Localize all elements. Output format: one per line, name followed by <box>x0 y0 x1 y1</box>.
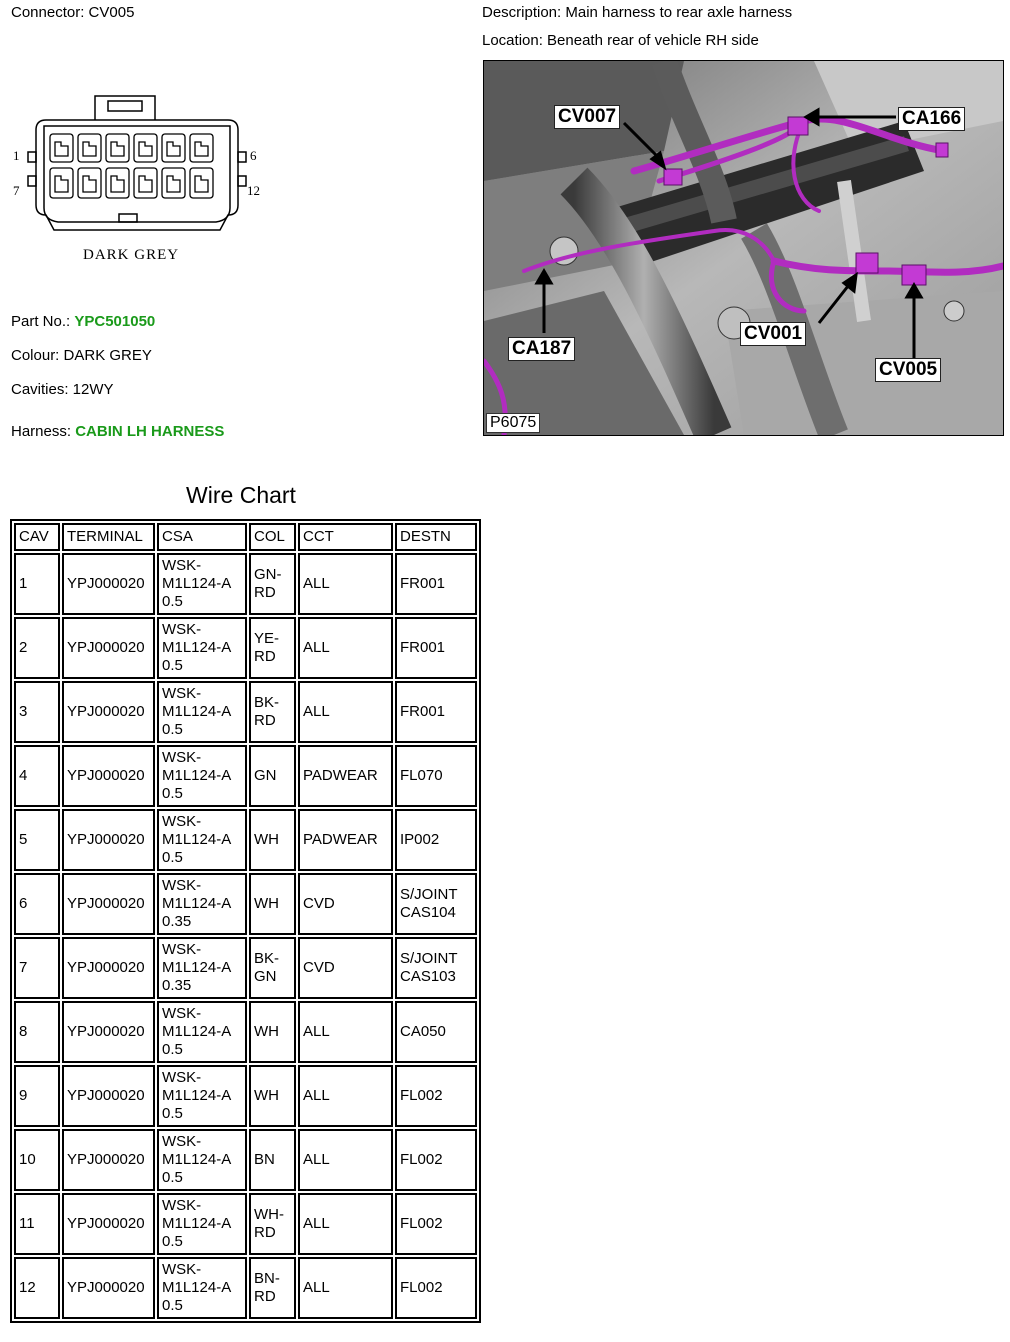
cell-csa-line: M1L124-A <box>162 831 232 848</box>
cell-csa-line: WSK- <box>162 621 202 638</box>
cell-csa-line: M1L124-A <box>162 639 232 656</box>
pin-label-7: 7 <box>13 183 20 198</box>
cell-cav: 6 <box>14 873 60 935</box>
cell-csa-line: WSK- <box>162 1133 202 1150</box>
cell-destn-line: CA050 <box>400 1023 446 1040</box>
cell-cct: PADWEAR <box>298 745 393 807</box>
cell-terminal: YPJ000020 <box>62 1193 155 1255</box>
cell-terminal: YPJ000020 <box>62 745 155 807</box>
cell-destn <box>395 553 477 615</box>
cell-destn <box>395 1257 477 1319</box>
cell-col <box>249 809 296 871</box>
cell-terminal: YPJ000020 <box>62 1257 155 1319</box>
table-row <box>14 1193 477 1255</box>
wire-chart-body <box>14 553 477 1319</box>
cell-csa-line: WSK- <box>162 685 202 702</box>
cell-destn-line: FL002 <box>400 1279 443 1296</box>
cell-csa-line: M1L124-A <box>162 767 232 784</box>
harness <box>11 423 224 440</box>
cell-csa <box>157 1193 247 1255</box>
cell-csa <box>157 1001 247 1063</box>
cell-col-line: RD <box>254 1288 276 1305</box>
cell-cct: ALL <box>298 1257 393 1319</box>
cell-csa-line: M1L124-A <box>162 575 232 592</box>
connector-caption: DARK GREY <box>83 247 180 263</box>
table-row <box>14 809 477 871</box>
cell-destn <box>395 617 477 679</box>
cell-cav: 1 <box>14 553 60 615</box>
cell-csa-line: M1L124-A <box>162 1279 232 1296</box>
header-cct: CCT <box>298 523 393 551</box>
table-row <box>14 1129 477 1191</box>
cell-col-line: BK- <box>254 950 280 967</box>
cell-csa <box>157 873 247 935</box>
cell-csa-line: WSK- <box>162 941 202 958</box>
cell-csa-line: 0.5 <box>162 849 183 866</box>
cell-col-line: BN- <box>254 1270 280 1287</box>
cell-csa <box>157 1257 247 1319</box>
table-row <box>14 1001 477 1063</box>
cell-cav: 3 <box>14 681 60 743</box>
cell-destn-line: S/JOINT <box>400 950 458 967</box>
table-row <box>14 745 477 807</box>
cell-destn-line: FR001 <box>400 639 446 656</box>
cell-col-line: WH- <box>254 1206 284 1223</box>
callout-cv001: CV001 <box>740 322 806 346</box>
cell-terminal: YPJ000020 <box>62 1129 155 1191</box>
cell-destn-line: S/JOINT <box>400 886 458 903</box>
table-row <box>14 873 477 935</box>
table-row <box>14 617 477 679</box>
cell-csa <box>157 681 247 743</box>
cell-col-line: BK- <box>254 694 280 711</box>
table-row <box>14 681 477 743</box>
cell-csa-line: 0.5 <box>162 1041 183 1058</box>
cell-destn <box>395 1001 477 1063</box>
cell-col-line: GN- <box>254 566 282 583</box>
cell-csa-line: WSK- <box>162 813 202 830</box>
cell-cav: 2 <box>14 617 60 679</box>
cell-destn-line: CAS104 <box>400 904 456 921</box>
cell-destn <box>395 937 477 999</box>
cell-col <box>249 873 296 935</box>
cell-cct: ALL <box>298 681 393 743</box>
table-row <box>14 937 477 999</box>
cell-destn <box>395 745 477 807</box>
cell-col <box>249 1065 296 1127</box>
cell-terminal: YPJ000020 <box>62 937 155 999</box>
table-row <box>14 553 477 615</box>
header-cav: CAV <box>14 523 60 551</box>
cell-destn <box>395 1129 477 1191</box>
cell-destn <box>395 681 477 743</box>
cell-destn <box>395 1065 477 1127</box>
cell-csa-line: 0.5 <box>162 1169 183 1186</box>
cell-csa-line: 0.35 <box>162 977 192 994</box>
callout-cv007: CV007 <box>554 105 620 129</box>
cell-col-line: RD <box>254 648 276 665</box>
cell-cav: 9 <box>14 1065 60 1127</box>
cell-col-line: RD <box>254 712 276 729</box>
cell-col-line: WH <box>254 831 279 848</box>
cell-col <box>249 937 296 999</box>
cell-col <box>249 681 296 743</box>
cell-terminal: YPJ000020 <box>62 809 155 871</box>
cell-csa-line: M1L124-A <box>162 703 232 720</box>
cell-col <box>249 553 296 615</box>
cell-col-line: WH <box>254 1023 279 1040</box>
cell-cct: CVD <box>298 873 393 935</box>
cell-csa-line: WSK- <box>162 1069 202 1086</box>
photo-reference: P6075 <box>486 413 540 433</box>
location: Location: Beneath rear of vehicle RH side <box>482 32 759 49</box>
cell-col <box>249 745 296 807</box>
connector-diagram <box>10 90 270 270</box>
part-number-value[interactable]: YPC501050 <box>74 313 156 330</box>
cell-csa-line: WSK- <box>162 749 202 766</box>
callout-cv005: CV005 <box>875 358 941 382</box>
cell-destn-line: FL002 <box>400 1087 443 1104</box>
cell-csa-line: 0.5 <box>162 1105 183 1122</box>
cell-csa <box>157 745 247 807</box>
part-number <box>11 313 155 330</box>
cell-csa-line: M1L124-A <box>162 1023 232 1040</box>
header-destn: DESTN <box>395 523 477 551</box>
cell-destn <box>395 873 477 935</box>
cell-cct: ALL <box>298 1065 393 1127</box>
cell-csa-line: M1L124-A <box>162 1087 232 1104</box>
cell-col <box>249 1193 296 1255</box>
cell-csa-line: M1L124-A <box>162 1151 232 1168</box>
cell-csa-line: 0.35 <box>162 913 192 930</box>
header-csa: CSA <box>157 523 247 551</box>
cell-csa <box>157 1065 247 1127</box>
cell-cav: 10 <box>14 1129 60 1191</box>
pin-label-6: 6 <box>250 148 257 163</box>
cell-csa-line: WSK- <box>162 877 202 894</box>
cell-col-line: RD <box>254 584 276 601</box>
connector-face-icon <box>10 90 270 250</box>
cell-cav: 11 <box>14 1193 60 1255</box>
colour: Colour: DARK GREY <box>11 347 152 364</box>
cell-terminal: YPJ000020 <box>62 681 155 743</box>
cell-col-line: RD <box>254 1224 276 1241</box>
cell-cav: 5 <box>14 809 60 871</box>
table-row <box>14 1257 477 1319</box>
cell-csa-line: WSK- <box>162 557 202 574</box>
cell-csa <box>157 937 247 999</box>
cell-cct: CVD <box>298 937 393 999</box>
cell-csa-line: M1L124-A <box>162 959 232 976</box>
cell-cav: 8 <box>14 1001 60 1063</box>
cell-cav: 12 <box>14 1257 60 1319</box>
cavities: Cavities: 12WY <box>11 381 114 398</box>
cell-csa-line: 0.5 <box>162 657 183 674</box>
part-number-label: Part No.: <box>11 313 75 330</box>
cell-destn <box>395 809 477 871</box>
cell-col <box>249 1001 296 1063</box>
cell-terminal: YPJ000020 <box>62 617 155 679</box>
location-photo <box>483 60 1004 436</box>
cell-csa-line: WSK- <box>162 1197 202 1214</box>
cell-csa-line: WSK- <box>162 1261 202 1278</box>
cell-col <box>249 1129 296 1191</box>
cell-csa-line: M1L124-A <box>162 1215 232 1232</box>
cell-csa <box>157 809 247 871</box>
cell-cct: PADWEAR <box>298 809 393 871</box>
cell-terminal: YPJ000020 <box>62 1065 155 1127</box>
table-header-row <box>14 523 477 551</box>
callout-ca187: CA187 <box>508 337 575 361</box>
cell-terminal: YPJ000020 <box>62 873 155 935</box>
cell-destn-line: FL002 <box>400 1215 443 1232</box>
cell-csa-line: 0.5 <box>162 721 183 738</box>
cell-col-line: YE- <box>254 630 280 647</box>
cell-col <box>249 617 296 679</box>
cell-destn-line: IP002 <box>400 831 440 848</box>
cell-col-line: BN <box>254 1151 275 1168</box>
cell-terminal: YPJ000020 <box>62 553 155 615</box>
cell-col <box>249 1257 296 1319</box>
harness-label: Harness: <box>11 423 76 440</box>
wire-chart-title: Wire Chart <box>186 482 296 508</box>
cell-destn-line: FR001 <box>400 575 446 592</box>
header-col: COL <box>249 523 296 551</box>
callout-ca166: CA166 <box>898 107 965 131</box>
cell-cct: ALL <box>298 1001 393 1063</box>
cell-csa <box>157 617 247 679</box>
cell-csa-line: WSK- <box>162 1005 202 1022</box>
wire-chart-table <box>10 519 481 1323</box>
cell-cct: ALL <box>298 1129 393 1191</box>
cell-cav: 4 <box>14 745 60 807</box>
cell-destn <box>395 1193 477 1255</box>
cell-destn-line: FL070 <box>400 767 443 784</box>
pin-label-12: 12 <box>247 183 260 198</box>
connector-id: Connector: CV005 <box>11 4 135 21</box>
cell-destn-line: FR001 <box>400 703 446 720</box>
cell-destn-line: FL002 <box>400 1151 443 1168</box>
cell-col-line: WH <box>254 1087 279 1104</box>
cell-col-line: GN <box>254 968 277 985</box>
pin-label-1: 1 <box>13 148 20 163</box>
cell-cct: ALL <box>298 617 393 679</box>
cell-col-line: GN <box>254 767 277 784</box>
cell-csa-line: 0.5 <box>162 1233 183 1250</box>
cell-cct: ALL <box>298 1193 393 1255</box>
harness-value[interactable]: CABIN LH HARNESS <box>75 423 225 440</box>
cell-csa-line: 0.5 <box>162 1297 183 1314</box>
cell-col-line: WH <box>254 895 279 912</box>
cell-csa-line: 0.5 <box>162 593 183 610</box>
header-terminal: TERMINAL <box>62 523 155 551</box>
table-row <box>14 1065 477 1127</box>
cell-csa-line: 0.5 <box>162 785 183 802</box>
cell-csa <box>157 553 247 615</box>
cell-cct: ALL <box>298 553 393 615</box>
cell-csa <box>157 1129 247 1191</box>
cell-terminal: YPJ000020 <box>62 1001 155 1063</box>
cell-cav: 7 <box>14 937 60 999</box>
cell-csa-line: M1L124-A <box>162 895 232 912</box>
cell-destn-line: CAS103 <box>400 968 456 985</box>
description: Description: Main harness to rear axle harness <box>482 4 793 21</box>
